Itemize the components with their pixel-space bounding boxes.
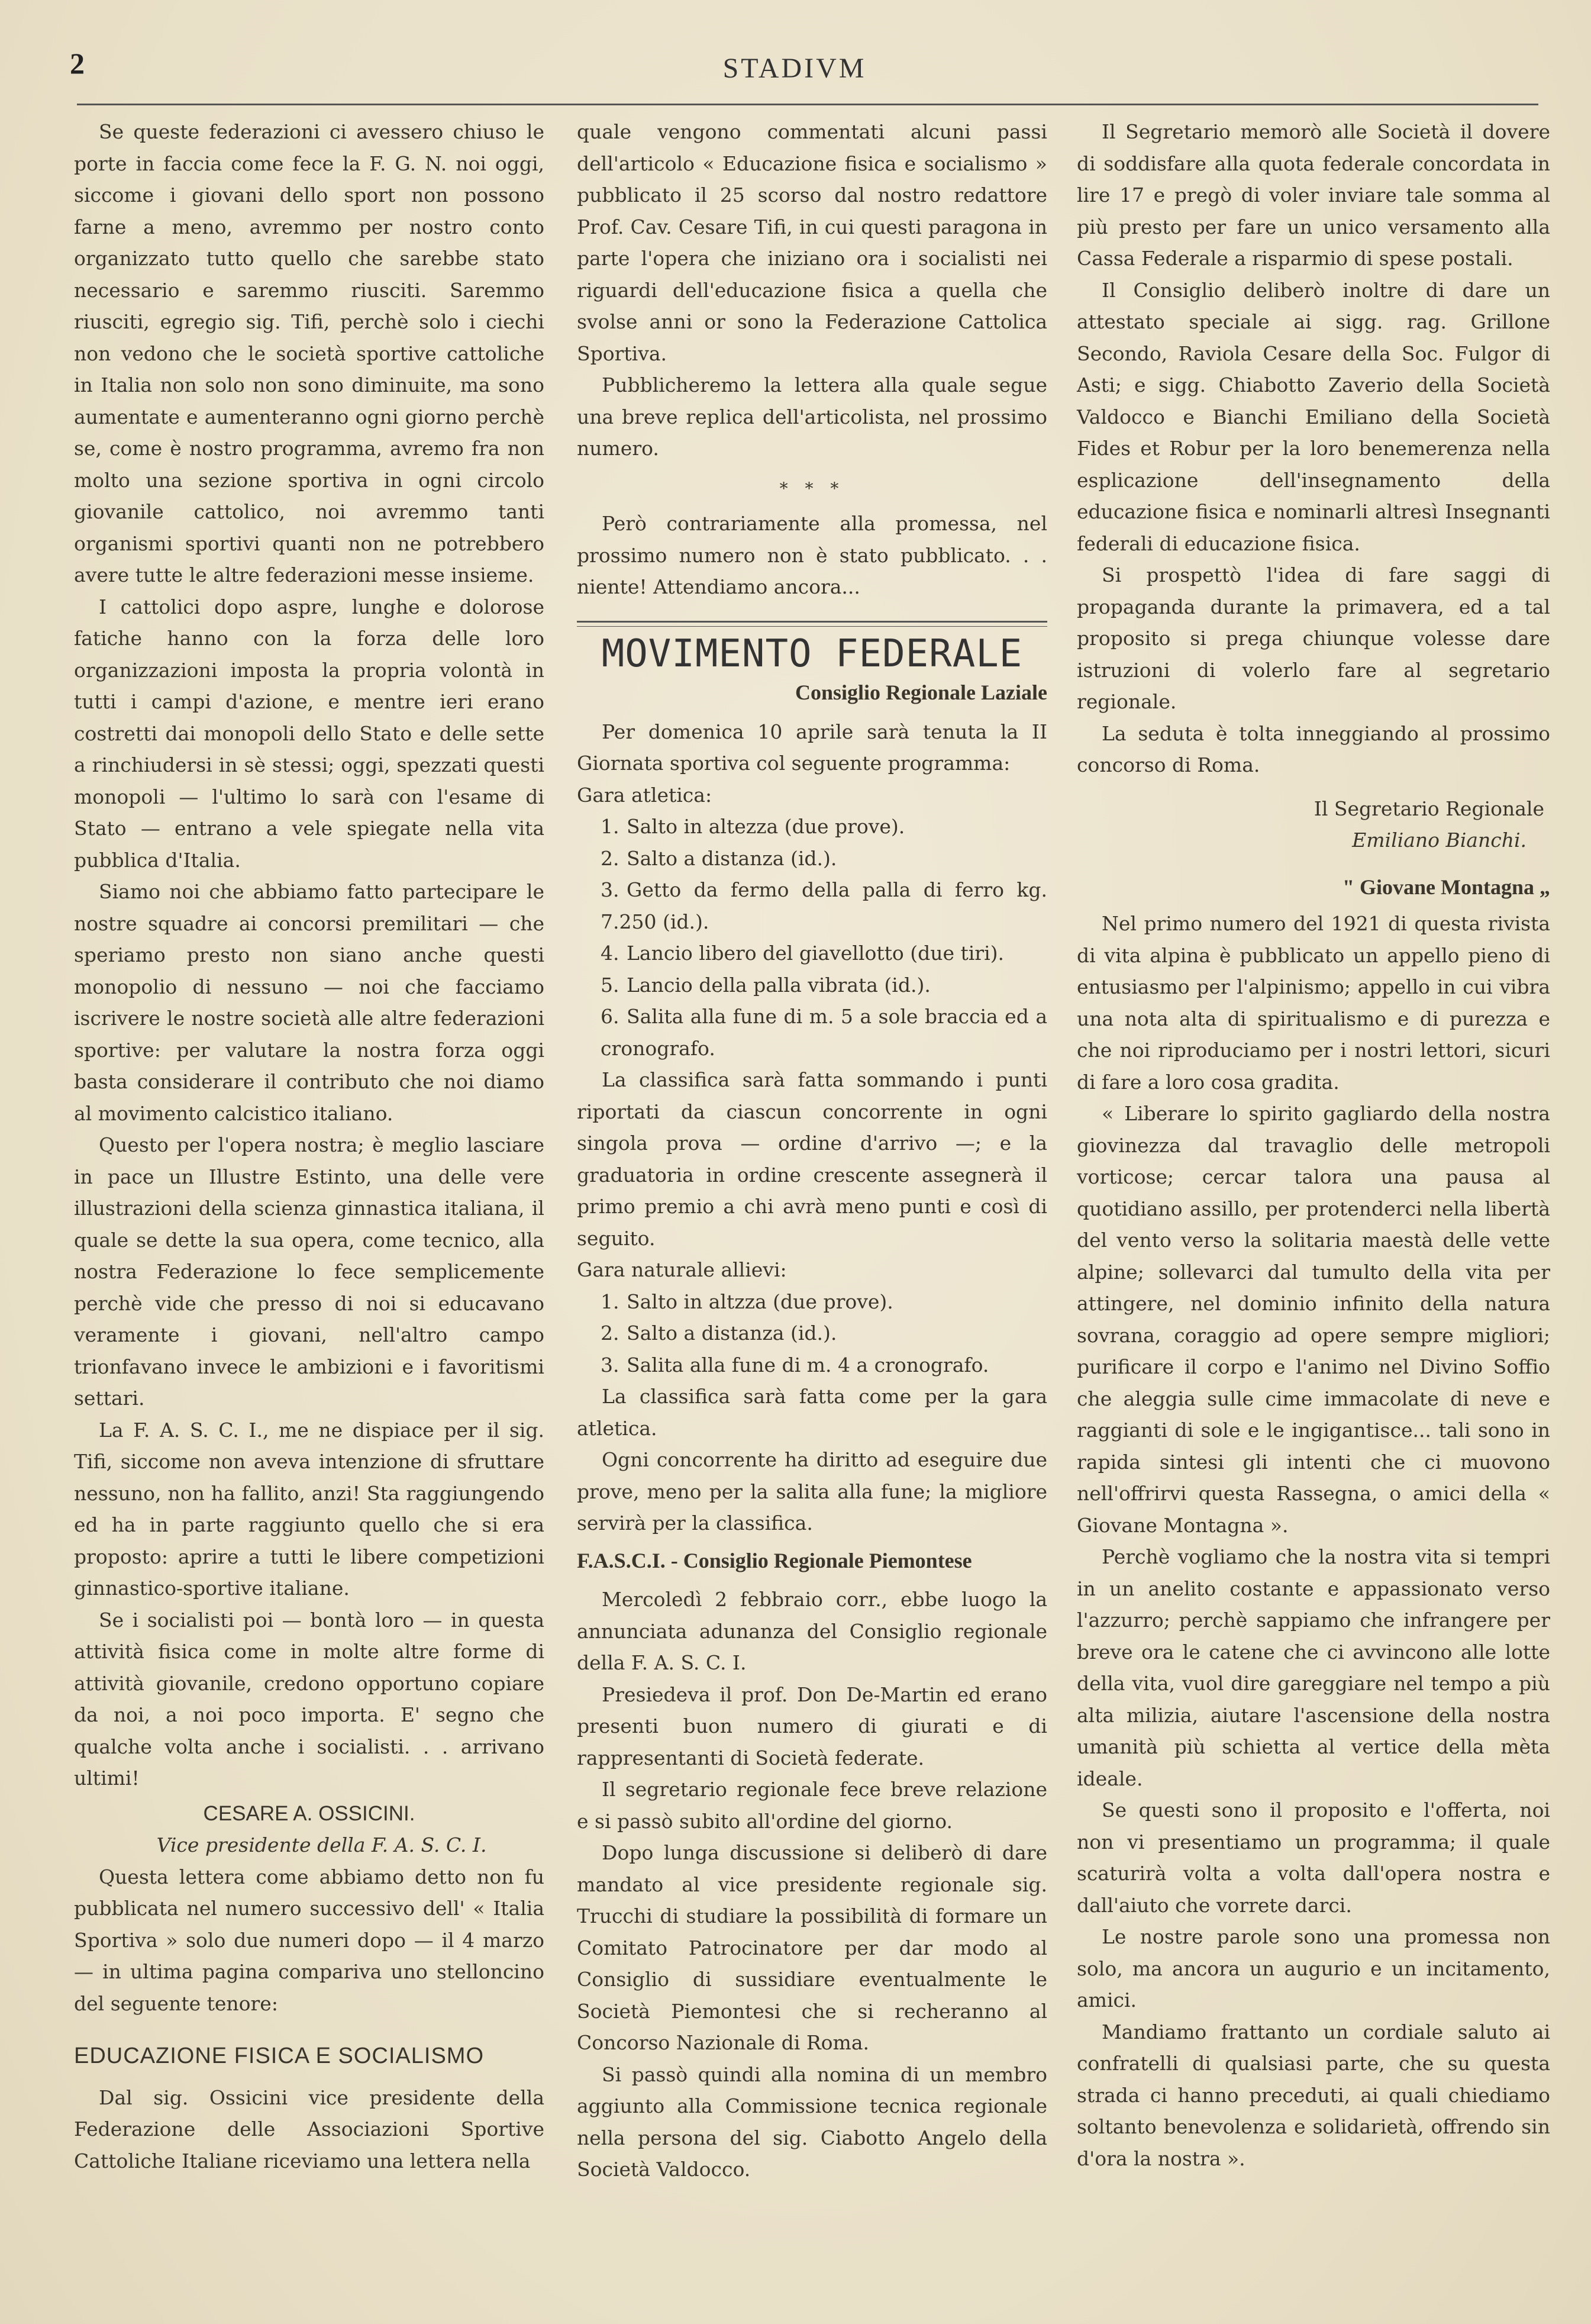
paragraph: Pubblicheremo la lettera alla quale segue una breve replica dell'articolista, nel prossimo numero. (577, 373, 1047, 460)
event-list (577, 811, 1047, 1064)
divider (577, 621, 1047, 627)
paragraph: La seduta è tolta inneggiando al prossimo concorso di Roma. (1077, 721, 1550, 776)
paragraph: Presiedeva il prof. Don De-Martin ed erano presenti buon numero di giurati e di rappresentanti di Società federate. (577, 1682, 1047, 1769)
paragraph: Si prospettò l'idea di fare saggi di propaganda durante la primavera, ed a tal proposito si prega chiunque volesse dare istruzioni di volerlo fare al segretario regionale. (1077, 563, 1550, 713)
paragraph: Questa lettera come abbiamo detto non fu pubblicata nel numero successivo dell' « Italia Sportiva » solo due numeri dopo — il 4 marzo — in ultima pagina compariva uno stelloncino del seguente tenore: (74, 1865, 544, 2015)
section-title: EDUCAZIONE FISICA E SOCIALISMO (74, 2043, 485, 2068)
paragraph: Si passò quindi alla nomina di un membro aggiunto alla Commissione tecnica regionale nella persona del sig. Ciabotto Angelo della Società Valdocco. (577, 2062, 1047, 2181)
column-3 (1077, 116, 1550, 2174)
paragraph: La classifica sarà fatta sommando i punti riportati da ciascun concorrente in ogni singola prova — ordine d'arrivo —; e la graduatoria in ordine crescente assegnerà il primo premio a chi avrà meno punti e così di seguito. (577, 1068, 1047, 1250)
sub-heading: F.A.S.C.I. - Consiglio Regionale Piemontese (577, 1548, 972, 1572)
paragraph: Siamo noi che abbiamo fatto partecipare le nostre squadre ai concorsi premilitari — che speriamo presto non siano anche questi monopolio di nessuno — noi che facciamo iscrivere le nostre società alle altre federazioni sportive: per valutare la nostra forza oggi basta considerare il contributo che noi diamo al movimento calcistico italiano. (74, 880, 544, 1125)
section-heading: MOVIMENTO FEDERALE (601, 631, 1023, 676)
paragraph: La F. A. S. C. I., me ne dispiace per il sig. Tifi, siccome non aveva intenzione di sfruttare nessuno, non ha fallito, anzi! Sta raggiungendo ed ha in parte raggiunto quello che si era proposto: aprire a tutti le libere competizioni ginnastico-sportive italiane. (74, 1418, 544, 1600)
signature-name: CESARE A. OSSICINI. (203, 1801, 415, 1825)
paragraph: Le nostre parole sono una promessa non solo, ma ancora un augurio e un incitamento, amici. (1077, 1925, 1550, 2012)
list-item: 5. Lancio della palla vibrata (id.). (601, 973, 931, 997)
paragraph: Se questi sono il proposito e l'offerta, noi non vi presentiamo un programma; il quale scaturirà volta a volta dall'opera nostra e dall'aiuto che vorrete darci. (1077, 1798, 1550, 1917)
masthead: STADIVM (722, 53, 867, 84)
list-item: 2. Salto a distanza (id.). (601, 846, 837, 870)
paragraph: Dal sig. Ossicini vice presidente della Federazione delle Associazioni Sportive Cattoliche Italiane riceviamo una lettera nella (74, 2086, 544, 2172)
list-caption: Gara naturale allievi: (577, 1258, 787, 1281)
paragraph: Nel primo numero del 1921 di questa rivista di vita alpina è pubblicato un appello pieno di entusiasmo per l'alpinismo; appello in cui vibra una nota alta di spiritualismo e di purezza e che noi riproduciamo per i nostri lettori, sicuri di fare a loro cosa gradita. (1077, 912, 1550, 1094)
paragraph: Perchè vogliamo che la nostra vita si tempri in un anelito costante e appassionato verso l'azzurro; perchè sappiamo che infrangere per breve ora le catene che ci avvincono alle lotte della vita, vuol dire gareggiare nel tempo a più alta milizia, aiutare l'ascensione della nostra umanità più schietta al vertice della mèta ideale. (1077, 1545, 1550, 1790)
column-2 (577, 116, 1047, 2186)
list-item: 3. Getto da fermo della palla di ferro kg. 7.250 (id.). (601, 878, 1047, 933)
page-number: 2 (70, 47, 85, 80)
list-caption: Gara atletica: (577, 783, 712, 807)
signature-role: Il Segretario Regionale (1314, 797, 1544, 820)
paragraph: Il segretario regionale fece breve relazione e si passò subito all'ordine del giorno. (577, 1778, 1047, 1833)
paragraph: Mandiamo frattanto un cordiale saluto ai confratelli di qualsiasi parte, che su questa strada ci hanno preceduti, ai quali chiediamo soltanto benevolenza e solidarietà, offrendo sin d'ora la nostra ». (1077, 2020, 1550, 2170)
list-item: 1. Salto in altzza (due prove). (601, 1290, 893, 1313)
column-1 (74, 116, 544, 2177)
paragraph: Ogni concorrente ha diritto ad eseguire due prove, meno per la salita alla fune; la migliore servirà per la classifica. (577, 1448, 1047, 1535)
paragraph: Dopo lunga discussione si deliberò di dare mandato al vice presidente regionale sig. Trucchi di studiare la possibilità di formare un Comitato Patrocinatore per dar modo al Consiglio di sussidiare eventualmente le Società Piemontesi che si recheranno al Concorso Nazionale di Roma. (577, 1841, 1047, 2054)
paragraph: Però contrariamente alla promessa, nel prossimo numero non è stato pubblicato. . . niente! Attendiamo ancora... (577, 512, 1047, 598)
signature-name: Emiliano Bianchi. (1352, 829, 1527, 852)
paragraph: « Liberare lo spirito gagliardo della nostra giovinezza dal travaglio delle metropoli vorticose; cercar talora una pausa al quotidiano assillo, per protenderci nella libertà del vento verso la solitaria maestà delle vette alpine; sollevarci dal tumulto della vita per attingere, nel dominio infinito della natura sovrana, coraggio ad opere sempre migliori; purificare il corpo e l'animo nel Divino Soffio che aleggia sulle cime immacolate di neve e raggianti di sole e le ingigantisce... tali sono in rapida sintesi gli intenti che ci muovono nell'offrirvi questa Rassegna, o amici della « Giovane Montagna ». (1077, 1102, 1550, 1537)
section-separator: * * * (779, 478, 845, 498)
paragraph: Il Segretario memorò alle Società il dovere di soddisfare alla quota federale concordata in lire 17 e pregò di voler inviare tale somma al più presto per fare un unico versamento alla Cassa Federale a risparmio di spese postali. (1077, 120, 1550, 270)
list-item: 3. Salita alla fune di m. 4 a cronografo. (601, 1353, 989, 1377)
paragraph: Se queste federazioni ci avessero chiuso le porte in faccia come fece la F. G. N. noi oggi, siccome i giovani dello sport non possono farne a meno, avremmo per nostro conto organizzato tutto quello che sarebbe stato necessario e saremmo riusciti. Saremmo riusciti, egregio sig. Tifi, perchè solo i ciechi non vedono che le società sportive cattoliche in Italia non solo non sono diminuite, ma sono aumentate e aumenteranno ogni giorno perchè se, come è nostro programma, avremo fra non molto una sezione sportiva in ogni circolo giovanile cattolico, noi avremmo tanti organismi sportivi quanti non ne potrebbero avere tutte le altre federazioni messe insieme. (74, 120, 544, 586)
paragraph: La classifica sarà fatta come per la gara atletica. (577, 1385, 1047, 1440)
page-header (70, 46, 1591, 99)
paragraph: Il Consiglio deliberò inoltre di dare un attestato speciale ai sigg. rag. Grillone Secondo, Raviola Cesare della Soc. Fulgor di Asti; e sigg. Chiabotto Zaverio della Società Valdocco e Bianchi Emiliano della Società Fides et Robur per la loro benemerenza nella esplicazione dell'insegnamento della educazione fisica e nominarli altresì Insegnanti federali di educazione fisica. (1077, 278, 1550, 555)
list-item: 6. Salita alla fune di m. 5 a sole braccia ed a cronografo. (601, 1005, 1047, 1060)
paragraph: Per domenica 10 aprile sarà tenuta la II Giornata sportiva col seguente programma: (577, 720, 1047, 775)
paragraph: Se i socialisti poi — bontà loro — in questa attività fisica come in molte altre forme di attività giovanile, credono opportuno copiare da noi, a noi poco importa. E' segno che qualche volta anche i socialisti. . . arrivano ultimi! (74, 1608, 544, 1790)
list-item: 1. Salto in altezza (due prove). (601, 815, 905, 838)
sub-heading: Consiglio Regionale Laziale (795, 681, 1047, 704)
list-item: 4. Lancio libero del giavellotto (due tiri). (601, 942, 1004, 965)
header-rule (77, 104, 1538, 105)
sub-heading: " Giovane Montagna „ (1342, 875, 1550, 899)
paragraph: Mercoledì 2 febbraio corr., ebbe luogo la annunciata adunanza del Consiglio regionale della F. A. S. C. I. (577, 1588, 1047, 1674)
paragraph: quale vengono commentati alcuni passi dell'articolo « Educazione fisica e socialismo » pubblicato il 25 scorso dal nostro redattore Prof. Cav. Cesare Tifi, in cui questi paragona in parte l'opera che iniziano ora i socialisti nei riguardi dell'educazione fisica a quella che svolse anni or sono la Federazione Cattolica Sportiva. (577, 120, 1047, 365)
event-list (577, 1286, 1047, 1381)
paragraph: Questo per l'opera nostra; è meglio lasciare in pace un Illustre Estinto, una delle vere illustrazioni della scienza ginnastica italiana, il quale se dette la sua opera, come tecnico, alla nostra Federazione lo fece semplicemente perchè vide che presso di noi si educavano veramente i giovani, nell'altro campo trionfavano invece le ambizioni e i favoritismi settari. (74, 1133, 544, 1410)
signature-role: Vice presidente della F. A. S. C. I. (156, 1833, 487, 1856)
paragraph: I cattolici dopo aspre, lunghe e dolorose fatiche hanno con la forza delle loro organizzazioni imposta la propria volontà in tutti i campi d'azione, e mentre ieri erano costretti dai monopoli dello Stato e delle sette a rinchiudersi in sè stessi; oggi, spezzati questi monopoli — l'ultimo lo sarà con l'esame di Stato — entrano a vele spiegate nella vita pubblica d'Italia. (74, 595, 544, 872)
list-item: 2. Salto a distanza (id.). (601, 1321, 837, 1345)
